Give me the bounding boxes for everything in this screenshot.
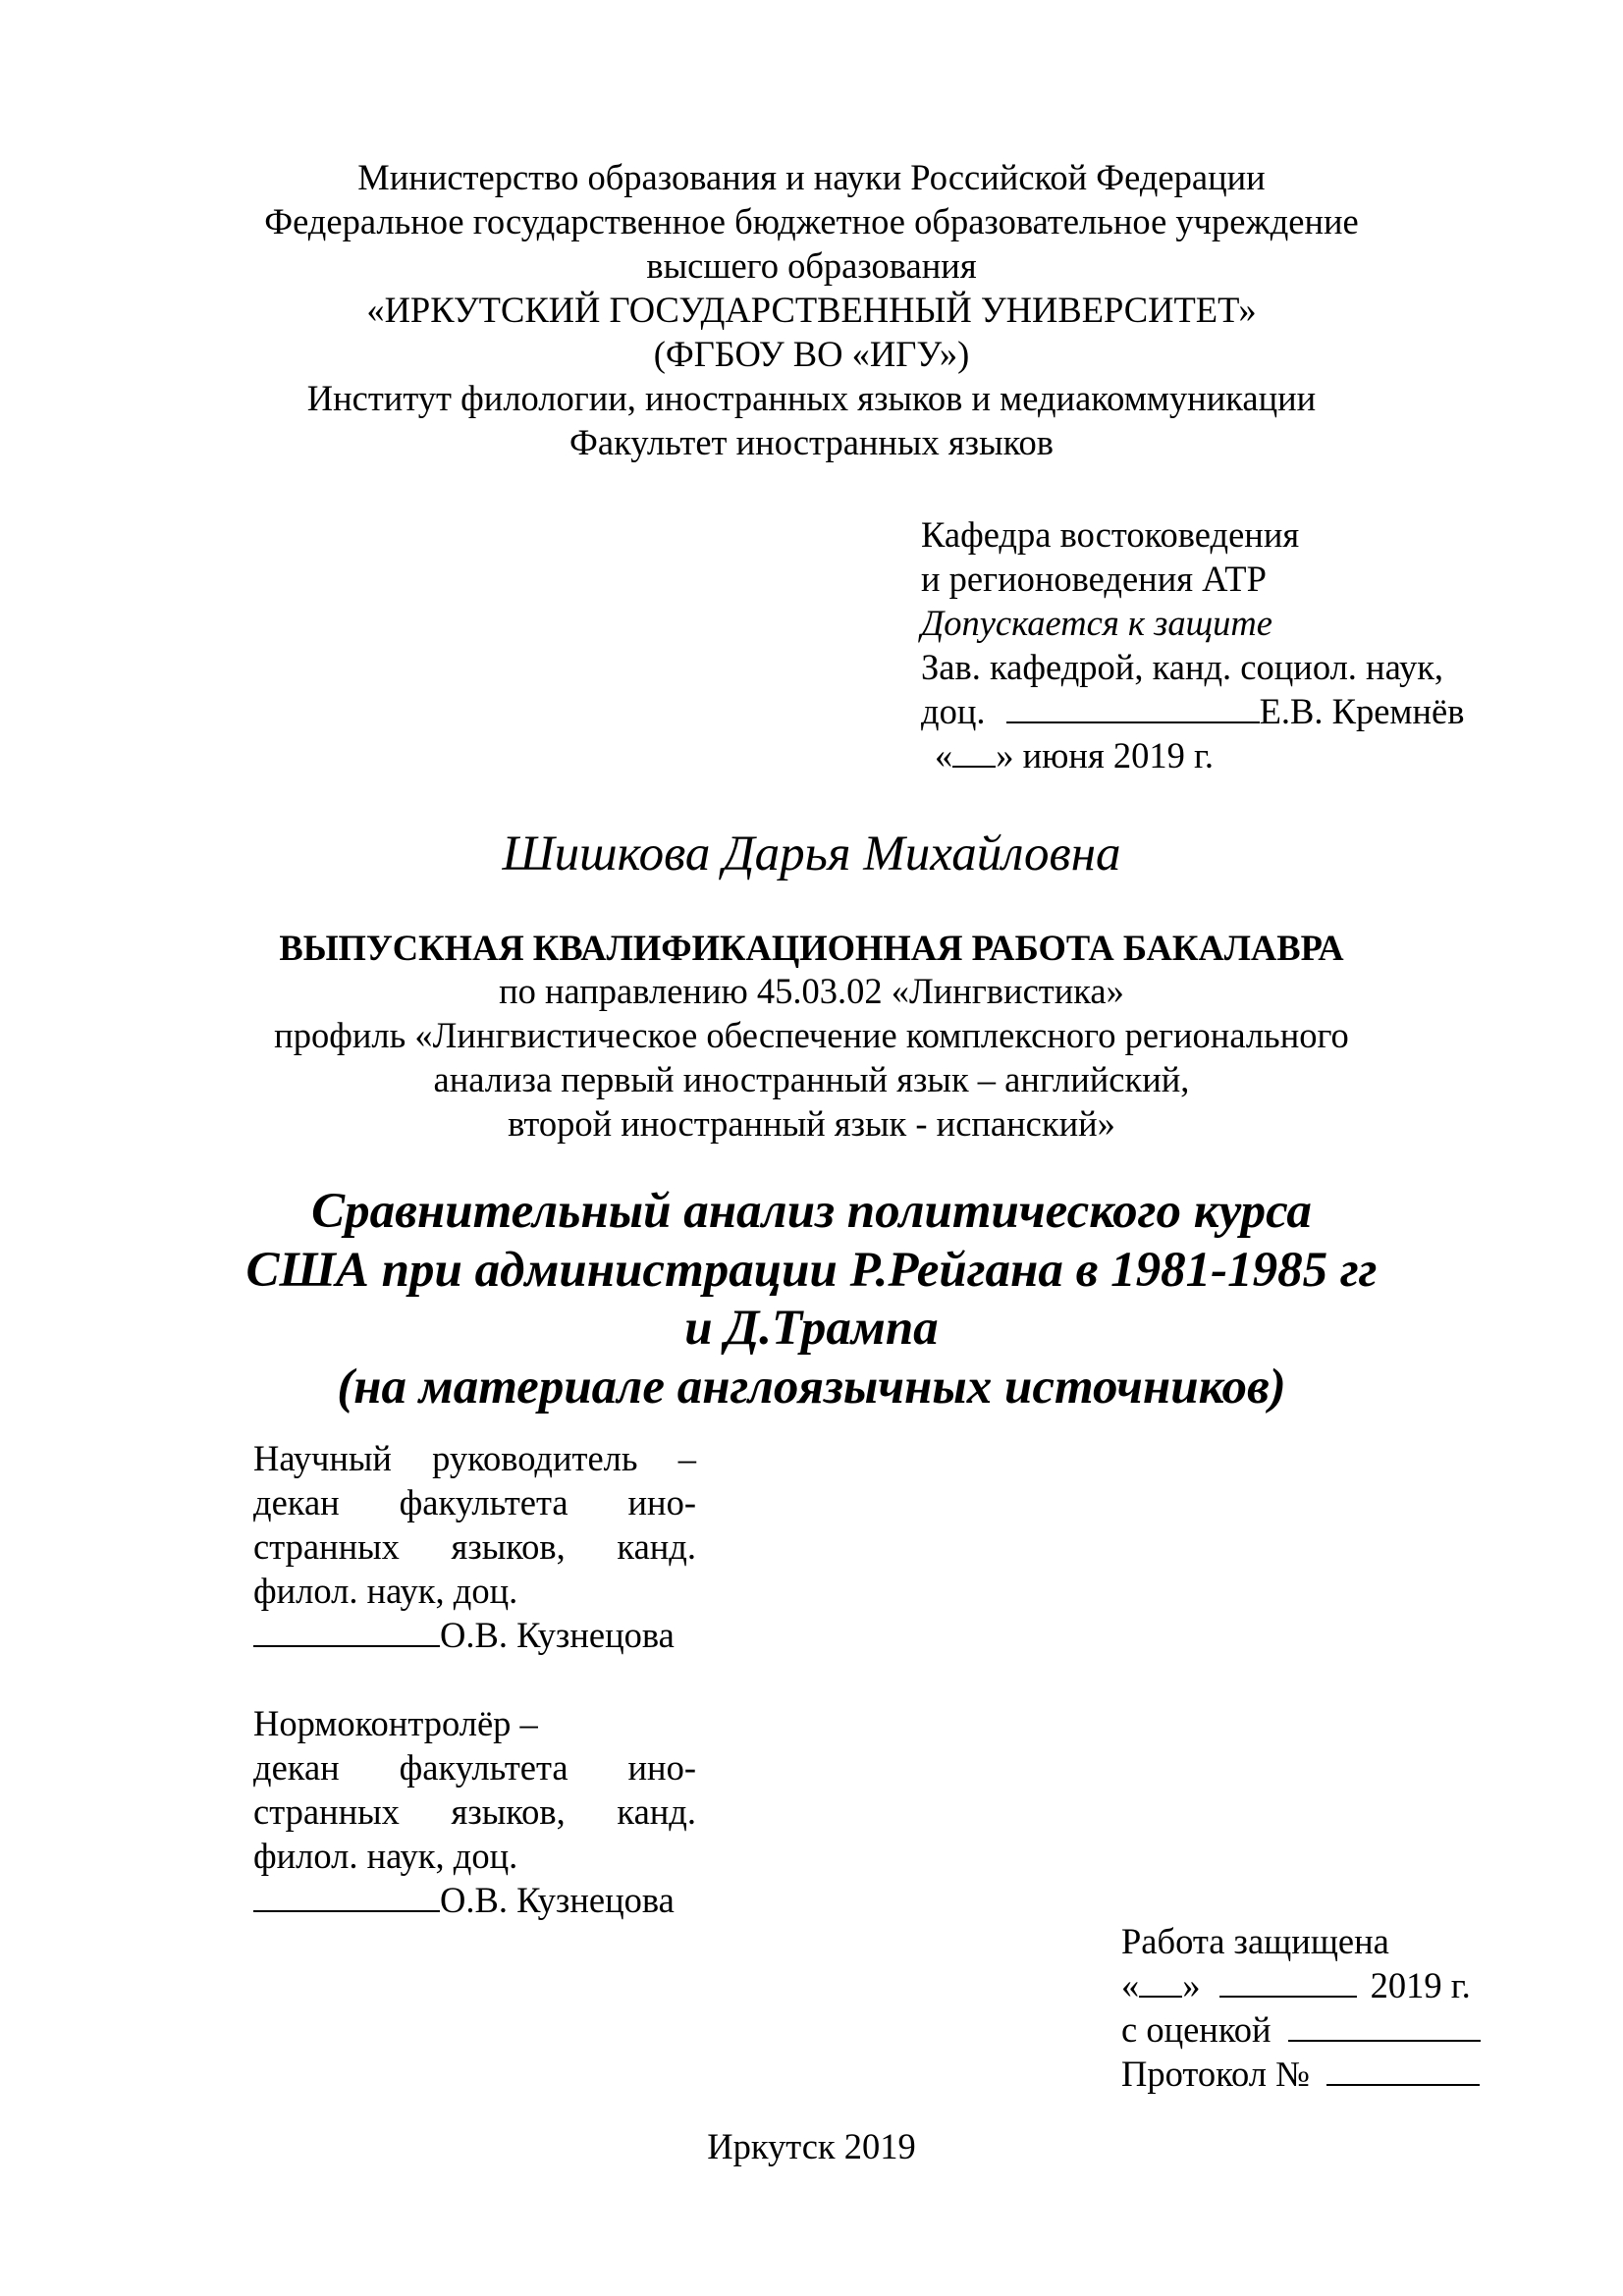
norm-control-signature-line [253, 1878, 696, 1922]
protocol-label: Протокол № [1121, 2054, 1310, 2094]
date-quote-close: » [1182, 1965, 1201, 2005]
norm-control-line: странных языков, канд. [253, 1791, 696, 1832]
norm-control-role: Нормоконтролёр – [253, 1703, 538, 1743]
supervisor-name: О.В. Кузнецова [440, 1615, 675, 1655]
grade-blank [1288, 2010, 1481, 2042]
organization-header [0, 155, 1623, 464]
direction-line: профиль «Лингвистическое обеспечение комплексного регионального [274, 1015, 1349, 1055]
direction-line: анализа первый иностранный язык – английский, [433, 1059, 1190, 1099]
grade-label: с оценкой [1121, 2009, 1271, 2050]
norm-control-line: декан факультета ино- [253, 1747, 696, 1788]
department-line: и регионоведения АТР [921, 559, 1267, 599]
approval-block [921, 512, 1465, 777]
norm-control-block [253, 1701, 696, 1922]
topic-line: и Д.Трампа [684, 1301, 939, 1356]
defense-protocol-line [1121, 2052, 1481, 2096]
signature-blank [1006, 692, 1260, 723]
admitted-label: Допускается к защите [921, 603, 1272, 643]
department-line: Кафедра востоковедения [921, 514, 1300, 555]
supervisor-line: декан факультета ино- [253, 1482, 696, 1522]
direction-line: по направлению 45.03.02 «Лингвистика» [499, 971, 1124, 1011]
defense-status: Работа защищена [1121, 1921, 1389, 1961]
work-type-title: ВЫПУСКНАЯ КВАЛИФИКАЦИОННАЯ РАБОТА БАКАЛАВРА [279, 928, 1344, 968]
city-year: Иркутск 2019 [707, 2126, 916, 2166]
direction-block [0, 969, 1623, 1146]
approval-date-text: » июня 2019 г. [996, 735, 1214, 775]
signature-blank [253, 1881, 440, 1912]
protocol-blank [1326, 2055, 1480, 2086]
head-name: Е.В. Кремнёв [1259, 691, 1465, 731]
direction-line: второй иностранный язык - испанский» [508, 1103, 1115, 1144]
header-line: «ИРКУТСКИЙ ГОСУДАРСТВЕННЫЙ УНИВЕРСИТЕТ» [366, 290, 1257, 330]
norm-control-line: филол. наук, доц. [253, 1836, 518, 1876]
month-blank [1219, 1966, 1357, 1998]
header-line: Институт филологии, иностранных языков и медиакоммуникации [306, 378, 1317, 418]
day-blank [952, 736, 996, 768]
supervisor-line: странных языков, канд. [253, 1526, 696, 1567]
head-rank: доц. [921, 691, 986, 731]
defense-grade-line [1121, 2007, 1481, 2052]
topic-line: (на материале англоязычных источников) [337, 1359, 1286, 1415]
header-line: Факультет иностранных языков [569, 422, 1054, 462]
date-quote-open: « [935, 735, 953, 775]
approval-date-line [935, 733, 1465, 777]
head-title-line: Зав. кафедрой, канд. социол. наук, [921, 647, 1444, 687]
defense-block [1121, 1919, 1481, 2096]
header-line: (ФГБОУ ВО «ИГУ») [653, 334, 970, 374]
supervisor-block [253, 1436, 696, 1657]
head-signature-line [921, 689, 1465, 733]
supervisor-line: филол. наук, доц. [253, 1571, 518, 1611]
header-line: Федеральное государственное бюджетное образовательное учреждение [264, 201, 1359, 241]
topic-line: США при администрации Р.Рейгана в 1981-1985 гг [245, 1242, 1378, 1298]
supervisor-signature-line [253, 1613, 696, 1657]
signature-blank [253, 1616, 440, 1647]
header-line: Министерство образования и науки Российской Федерации [357, 157, 1266, 197]
thesis-topic [0, 1183, 1623, 1416]
defense-date-line [1121, 1963, 1481, 2007]
header-line: высшего образования [646, 245, 977, 286]
defense-year: 2019 г. [1370, 1965, 1471, 2005]
topic-line: Сравнительный анализ политического курса [311, 1184, 1312, 1239]
student-name: Шишкова Дарья Михайловна [502, 827, 1121, 881]
supervisor-role: Научный руководитель – [253, 1438, 696, 1478]
day-blank [1139, 1966, 1182, 1998]
norm-control-name: О.В. Кузнецова [440, 1880, 675, 1920]
date-quote-open: « [1121, 1965, 1140, 2005]
